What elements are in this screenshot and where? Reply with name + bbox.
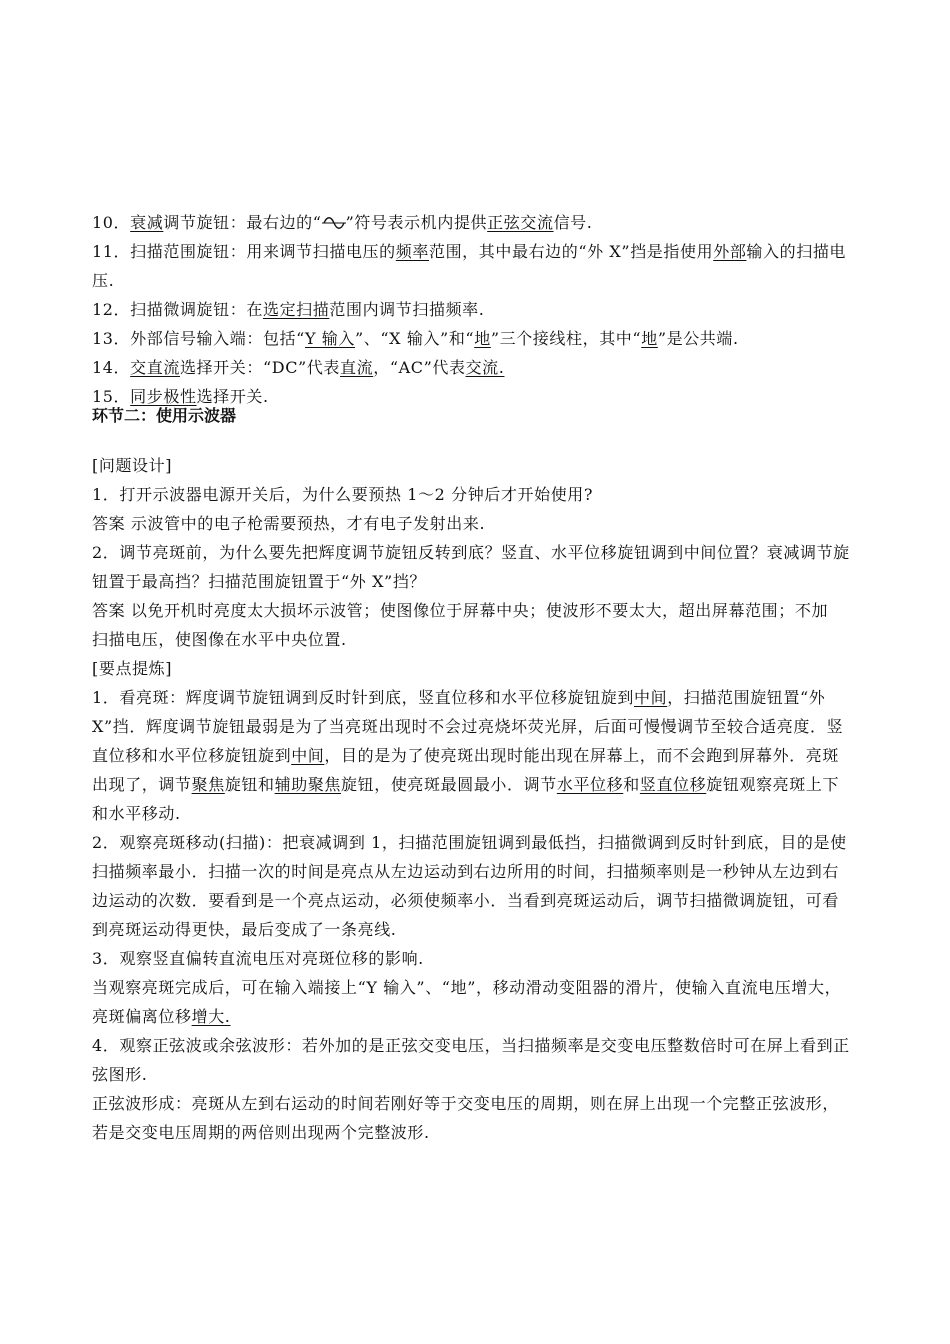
text-run: 15． bbox=[92, 387, 131, 406]
text-run: ”、“X 输入”和“ bbox=[355, 329, 475, 348]
body-line bbox=[92, 596, 872, 625]
body-line bbox=[92, 770, 872, 799]
body-line bbox=[92, 741, 872, 770]
underlined-term: 交直流 bbox=[130, 358, 180, 377]
text-run: 和水平移动. bbox=[92, 804, 181, 823]
text-run: 亮斑偏离位移 bbox=[92, 1007, 192, 1026]
underlined-term: 频率 bbox=[395, 242, 429, 261]
body-line bbox=[92, 509, 872, 538]
body-line bbox=[92, 1118, 872, 1147]
body-line bbox=[92, 1089, 872, 1118]
text-run: 压. bbox=[92, 271, 115, 290]
underlined-term: 选定扫描 bbox=[262, 300, 330, 319]
document-content bbox=[92, 208, 872, 1147]
underlined-term: 地 bbox=[641, 329, 658, 348]
text-run: ，目的是为了使亮斑出现时能出现在屏幕上，而不会跑到屏幕外．亮斑 bbox=[324, 746, 840, 765]
underlined-term: 同步极性 bbox=[130, 387, 197, 406]
body-line bbox=[92, 654, 872, 683]
text-run: X”挡．辉度调节旋钮最弱是为了当亮斑出现时不会过亮烧坏荧光屏，后面可慢慢调节至较合适亮度．竖 bbox=[92, 717, 844, 736]
section-heading: 环节二：使用示波器 bbox=[92, 406, 237, 425]
underlined-term: 中间 bbox=[291, 746, 325, 765]
body-line bbox=[92, 799, 872, 828]
underlined-term: 交流. bbox=[465, 358, 505, 377]
text-run: 当观察亮斑完成后，可在输入端接上“Y 输入”、“地”，移动滑动变阻器的滑片，使输入直流电压增大， bbox=[92, 978, 842, 997]
items-line bbox=[92, 208, 872, 237]
text-run: 直位移和水平位移旋钮旋到 bbox=[92, 746, 292, 765]
underlined-term: 外部 bbox=[713, 242, 747, 261]
text-run: ”是公共端. bbox=[657, 329, 739, 348]
text-run: 扫描频率最小．扫描一次的时间是亮点从左边运动到右边所用的时间，扫描频率则是一秒钟从左边到右 bbox=[92, 862, 840, 881]
text-run: 旋钮，使亮斑最圆最小．调节 bbox=[341, 775, 557, 794]
text-run: 信号. bbox=[553, 213, 593, 232]
underlined-term: 中间 bbox=[633, 688, 668, 707]
body-line bbox=[92, 828, 872, 857]
text-run: 2．调节亮斑前，为什么要先把辉度调节旋钮反转到底？竖直、水平位移旋钮调到中间位置？衰减调节旋 bbox=[92, 543, 850, 562]
text-run: 14． bbox=[92, 358, 131, 377]
text-run: 若是交变电压周期的两倍则出现两个完整波形. bbox=[92, 1123, 430, 1142]
text-run: 选择开关：“DC”代表 bbox=[179, 358, 341, 377]
text-run: 选择开关. bbox=[196, 387, 269, 406]
text-run: 正弦波形成：亮斑从左到右运动的时间若刚好等于交变电压的周期，则在屏上出现一个完整正弦波形， bbox=[92, 1094, 840, 1113]
underlined-term: 正弦交流 bbox=[487, 213, 554, 232]
text-run: 3．观察竖直偏转直流电压对亮斑位移的影响. bbox=[92, 949, 424, 968]
body-line bbox=[92, 538, 872, 567]
text-run: ”三个接线柱，其中“ bbox=[490, 329, 642, 348]
text-run: 答案 示波管中的电子枪需要预热，才有电子发射出来. bbox=[92, 514, 486, 533]
text-run: 扫描电压，使图像在水平中央位置. bbox=[92, 630, 347, 649]
text-run: 范围内调节扫描频率. bbox=[329, 300, 485, 319]
text-run: 旋钮观察亮斑上下 bbox=[706, 775, 840, 794]
text-run: [要点提炼] bbox=[92, 659, 173, 678]
underlined-term: Y 输入 bbox=[304, 329, 356, 348]
body-line bbox=[92, 625, 872, 654]
section-gap bbox=[92, 427, 872, 451]
items-line bbox=[92, 266, 872, 295]
section-body bbox=[92, 451, 872, 1147]
text-run: 答案 以免开机时亮度太大损坏示波管；使图像位于屏幕中央；使波形不要太大，超出屏幕范围；不加 bbox=[92, 601, 829, 620]
body-line bbox=[92, 712, 872, 741]
text-run: 1．打开示波器电源开关后，为什么要预热 1～2 分钟后才开始使用? bbox=[92, 485, 594, 504]
body-line bbox=[92, 480, 872, 509]
text-run: 1．看亮斑：辉度调节旋钮调到反时针到底，竖直位移和水平位移旋钮旋到 bbox=[92, 688, 634, 707]
body-line bbox=[92, 567, 872, 596]
text-run: 出现了，调节 bbox=[92, 775, 192, 794]
text-run: 弦图形. bbox=[92, 1065, 148, 1084]
knob-list bbox=[92, 208, 872, 411]
text-run: 旋钮和 bbox=[224, 775, 275, 794]
body-line bbox=[92, 1031, 872, 1060]
body-line bbox=[92, 973, 872, 1002]
text-run: 和 bbox=[623, 775, 640, 794]
underlined-term: 竖直位移 bbox=[639, 775, 707, 794]
text-run: ”符号表示机内提供 bbox=[345, 213, 488, 232]
body-line bbox=[92, 451, 872, 480]
underlined-term: 衰减 bbox=[130, 213, 164, 232]
body-line bbox=[92, 1002, 872, 1031]
items-line bbox=[92, 324, 872, 353]
text-run: ，扫描范围旋钮置“外 bbox=[667, 688, 826, 707]
body-line bbox=[92, 857, 872, 886]
text-run: 11．扫描范围旋钮：用来调节扫描电压的 bbox=[92, 242, 396, 261]
items-line bbox=[92, 237, 872, 266]
items-line bbox=[92, 353, 872, 382]
text-run: [问题设计] bbox=[92, 456, 173, 475]
body-line bbox=[92, 886, 872, 915]
underlined-term: 直流 bbox=[340, 358, 374, 377]
body-line bbox=[92, 915, 872, 944]
text-run: 10． bbox=[92, 213, 131, 232]
underlined-term: 水平位移 bbox=[556, 775, 624, 794]
text-run: 到亮斑运动得更快，最后变成了一条亮线. bbox=[92, 920, 397, 939]
body-line bbox=[92, 683, 872, 712]
text-run: 输入的扫描电 bbox=[746, 242, 847, 261]
text-run: 边运动的次数．要看到是一个亮点运动，必须使频率小．当看到亮斑运动后，调节扫描微调旋钮，可看 bbox=[92, 891, 840, 910]
text-run: 12．扫描微调旋钮：在 bbox=[92, 300, 263, 319]
text-run: 4．观察正弦波或余弦波形：若外加的是正弦交变电压，当扫描频率是交变电压整数倍时可在屏上看到正 bbox=[92, 1036, 850, 1055]
text-run: 13．外部信号输入端：包括“ bbox=[92, 329, 305, 348]
underlined-term: 辅助聚焦 bbox=[274, 775, 342, 794]
text-run: 2．观察亮斑移动(扫描)：把衰减调到 1，扫描范围旋钮调到最低挡，扫描微调到反时针到底，目的是使 bbox=[92, 833, 847, 852]
underlined-term: 地 bbox=[474, 329, 491, 348]
items-line bbox=[92, 295, 872, 324]
sine-symbol-icon bbox=[322, 216, 346, 230]
text-run: 调节旋钮：最右边的“ bbox=[163, 213, 322, 232]
underlined-term: 聚焦 bbox=[191, 775, 225, 794]
underlined-term: 增大. bbox=[191, 1007, 231, 1026]
body-line bbox=[92, 944, 872, 973]
body-line bbox=[92, 1060, 872, 1089]
text-run: ，“AC”代表 bbox=[373, 358, 466, 377]
text-run: 范围，其中最右边的“外 X”挡是指使用 bbox=[428, 242, 714, 261]
text-run: 钮置于最高挡？扫描范围旋钮置于“外 X”挡？ bbox=[92, 572, 427, 591]
